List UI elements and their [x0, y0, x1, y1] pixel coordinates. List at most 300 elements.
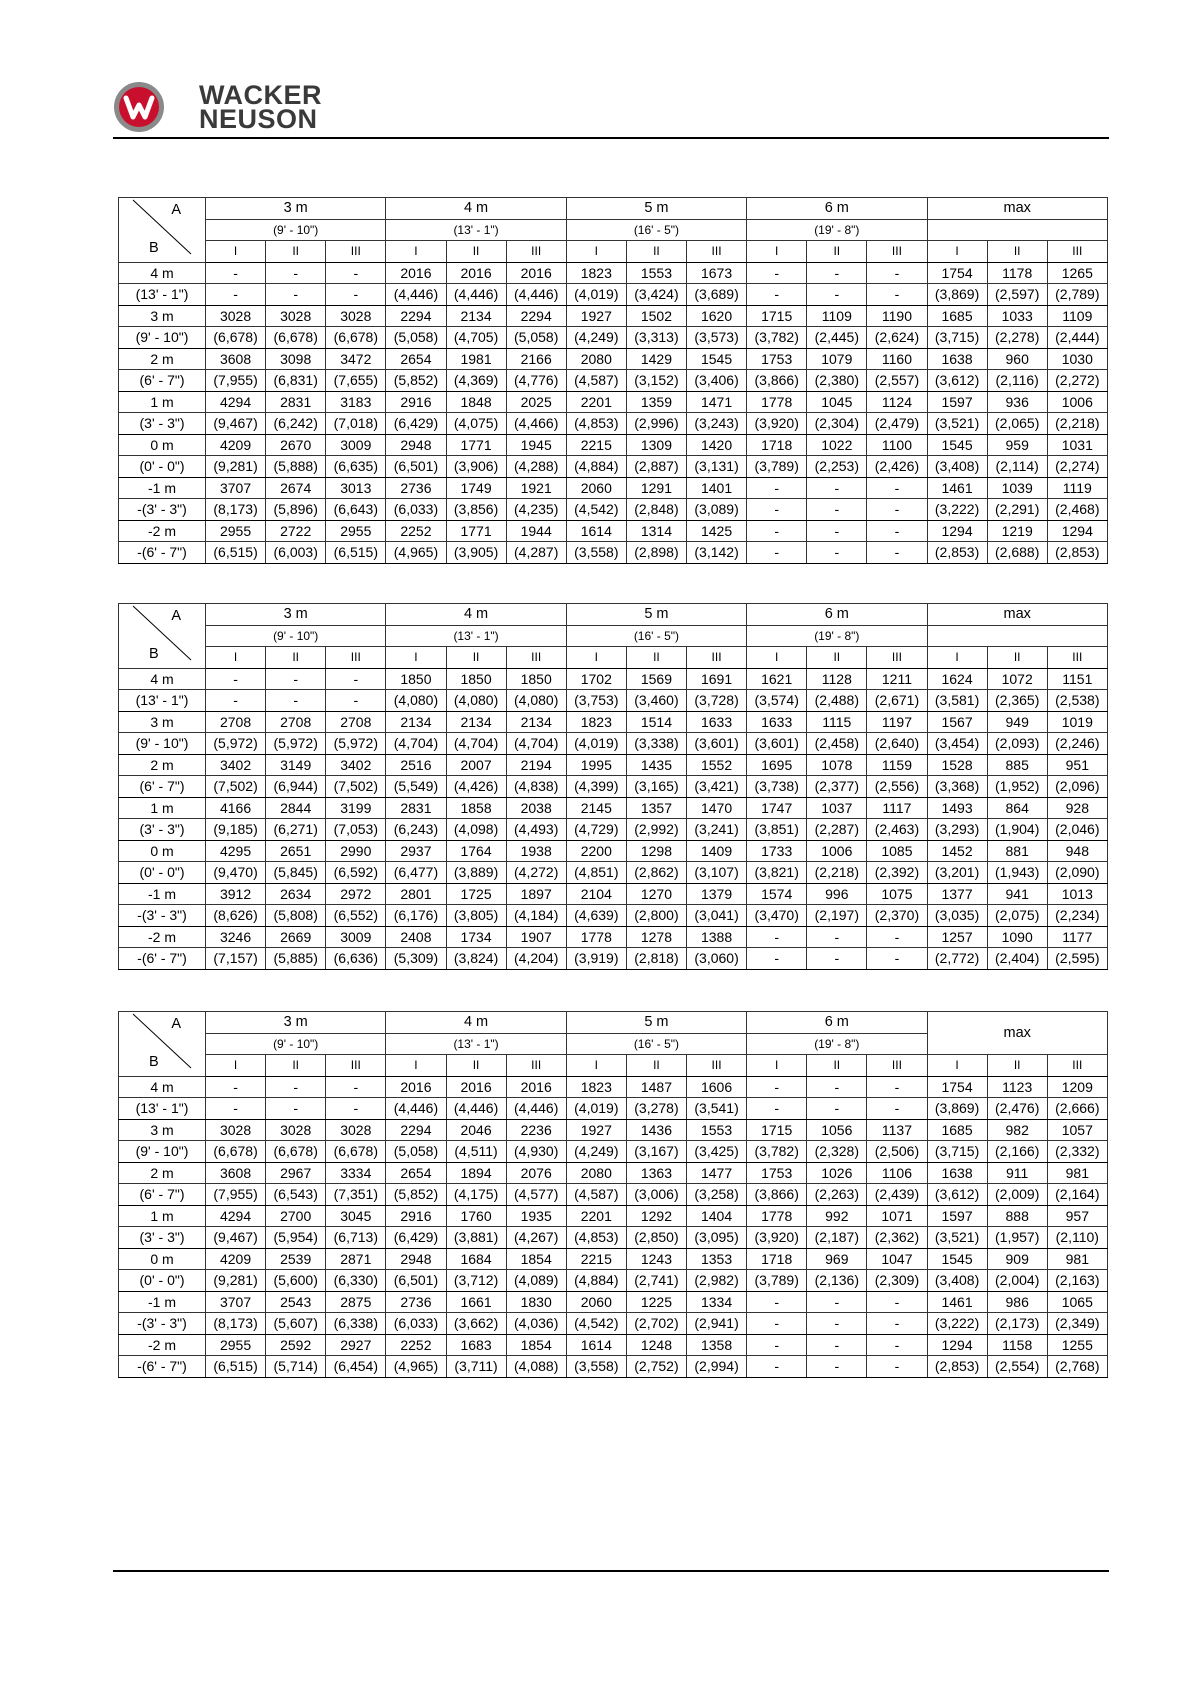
table-cell: (3,824)	[446, 948, 506, 970]
table-cell: (2,274)	[1047, 456, 1107, 478]
table-cell: 957	[1047, 1205, 1107, 1227]
table-cell: -	[326, 668, 386, 690]
corner-cell	[119, 1012, 206, 1077]
table-cell: (3,041)	[687, 905, 747, 927]
table-cell: 981	[1047, 1162, 1107, 1184]
table-cell: 864	[987, 797, 1047, 819]
table-cell: 1927	[566, 1119, 626, 1141]
table-cell: (7,053)	[326, 819, 386, 841]
table-cell: (3,406)	[687, 370, 747, 392]
table-cell: 1597	[927, 1205, 987, 1227]
row-label: 0 m	[119, 840, 206, 862]
table-cell: 1248	[626, 1334, 686, 1356]
table-cell: 1995	[566, 754, 626, 776]
table-row	[119, 1076, 1108, 1098]
table-cell: (4,075)	[446, 413, 506, 435]
table-cell: (3,715)	[927, 327, 987, 349]
table-cell: 1633	[747, 711, 807, 733]
table-cell: 3246	[206, 926, 266, 948]
brand-line2: NEUSON	[199, 104, 318, 134]
table-cell: (6,501)	[386, 1270, 446, 1292]
table-cell: 992	[807, 1205, 867, 1227]
brand-logo	[113, 80, 322, 134]
table-cell: (2,234)	[1047, 905, 1107, 927]
table-cell: 1100	[867, 434, 927, 456]
sub-header-cell: II	[626, 647, 686, 669]
row-label: -2 m	[119, 1334, 206, 1356]
table-cell: 3402	[206, 754, 266, 776]
row-label: (9' - 10")	[119, 1141, 206, 1163]
table-cell: (3,095)	[687, 1227, 747, 1249]
sub-header-cell: I	[927, 1055, 987, 1077]
table-cell: -	[206, 668, 266, 690]
header-row-feet	[119, 219, 1108, 241]
table-cell: -	[867, 1098, 927, 1120]
table-cell: (2,862)	[626, 862, 686, 884]
table-cell: 1033	[987, 305, 1047, 327]
lift-capacity-table-2	[118, 603, 1108, 970]
table-cell: -	[747, 926, 807, 948]
group-header-feet: (13' - 1")	[386, 219, 566, 241]
table-cell: 2294	[506, 305, 566, 327]
table-cell: (3,612)	[927, 370, 987, 392]
table-cell: 3472	[326, 348, 386, 370]
table-cell: 888	[987, 1205, 1047, 1227]
table-cell: (3,201)	[927, 862, 987, 884]
sub-header-cell: III	[687, 241, 747, 263]
table-cell: (6,515)	[206, 542, 266, 564]
row-label: (3' - 3")	[119, 819, 206, 841]
table-cell: (2,075)	[987, 905, 1047, 927]
table-cell: (4,577)	[506, 1184, 566, 1206]
row-label: -1 m	[119, 883, 206, 905]
group-header-meters: 6 m	[747, 604, 927, 626]
table-cell: (3,541)	[687, 1098, 747, 1120]
table-row	[119, 862, 1108, 884]
row-label: 3 m	[119, 711, 206, 733]
table-cell: 1685	[927, 1119, 987, 1141]
table-cell: 1006	[807, 840, 867, 862]
table-cell: -	[807, 1334, 867, 1356]
table-cell: (4,235)	[506, 499, 566, 521]
table-cell: 2875	[326, 1291, 386, 1313]
table-cell: (6,678)	[206, 327, 266, 349]
table-cell: 3028	[326, 305, 386, 327]
corner-label-b: B	[149, 645, 159, 662]
table-cell: 1294	[927, 1334, 987, 1356]
table-cell: (2,789)	[1047, 284, 1107, 306]
sub-header-cell: I	[927, 241, 987, 263]
table-cell: 1567	[927, 711, 987, 733]
table-cell: 1292	[626, 1205, 686, 1227]
table-cell: -	[807, 1098, 867, 1120]
sub-header-cell: III	[1047, 647, 1107, 669]
table-row	[119, 456, 1108, 478]
table-cell: (2,365)	[987, 690, 1047, 712]
row-label: 1 m	[119, 391, 206, 413]
group-header-meters: 6 m	[747, 198, 927, 220]
table-cell: (2,468)	[1047, 499, 1107, 521]
table-cell: 1309	[626, 434, 686, 456]
table-cell: 2736	[386, 1291, 446, 1313]
table-cell: (4,088)	[506, 1356, 566, 1378]
table-cell: (3,601)	[687, 733, 747, 755]
table-cell: (3,167)	[626, 1141, 686, 1163]
table-cell: 3028	[266, 1119, 326, 1141]
table-cell: -	[807, 542, 867, 564]
sub-header-cell: II	[987, 647, 1047, 669]
sub-header-cell: I	[386, 1055, 446, 1077]
table-cell: (6,454)	[326, 1356, 386, 1378]
table-cell: (3,293)	[927, 819, 987, 841]
sub-header-cell: III	[1047, 241, 1107, 263]
table-cell: 3149	[266, 754, 326, 776]
table-cell: (4,080)	[446, 690, 506, 712]
table-cell: 1938	[506, 840, 566, 862]
table-cell: (3,165)	[626, 776, 686, 798]
table-cell: 1921	[506, 477, 566, 499]
table-row	[119, 1184, 1108, 1206]
table-cell: 1257	[927, 926, 987, 948]
table-cell: (3,920)	[747, 413, 807, 435]
table-cell: 1702	[566, 668, 626, 690]
table-cell: (3,738)	[747, 776, 807, 798]
sub-header-cell: II	[987, 241, 1047, 263]
table-cell: (2,187)	[807, 1227, 867, 1249]
table-cell: 1334	[687, 1291, 747, 1313]
table-cell: 1606	[687, 1076, 747, 1098]
table-cell: 2236	[506, 1119, 566, 1141]
sub-header-cell: III	[506, 241, 566, 263]
corner-label-a: A	[171, 1016, 181, 1032]
table-row	[119, 370, 1108, 392]
table-cell: 1715	[747, 1119, 807, 1141]
sub-header-cell: I	[206, 647, 266, 669]
table-cell: 1850	[386, 668, 446, 690]
table-cell: 1981	[446, 348, 506, 370]
sub-header-cell: III	[506, 1055, 566, 1077]
table-cell: (2,096)	[1047, 776, 1107, 798]
table-row	[119, 1119, 1108, 1141]
table-cell: 2916	[386, 1205, 446, 1227]
table-cell: (3,278)	[626, 1098, 686, 1120]
table-cell: 1294	[927, 520, 987, 542]
table-cell: (3,408)	[927, 456, 987, 478]
table-cell: (2,752)	[626, 1356, 686, 1378]
table-cell: (3,782)	[747, 1141, 807, 1163]
table-cell: (2,506)	[867, 1141, 927, 1163]
table-cell: 1452	[927, 840, 987, 862]
table-cell: 1197	[867, 711, 927, 733]
table-cell: (2,702)	[626, 1313, 686, 1335]
table-row	[119, 1270, 1108, 1292]
table-cell: (2,304)	[807, 413, 867, 435]
table-cell: 1945	[506, 434, 566, 456]
table-cell: 1754	[927, 262, 987, 284]
table-cell: 1621	[747, 668, 807, 690]
table-cell: 1685	[927, 305, 987, 327]
row-label: -(3' - 3")	[119, 905, 206, 927]
corner-diagonal-line	[119, 1012, 206, 1074]
table-cell: (3,152)	[626, 370, 686, 392]
table-cell: (2,666)	[1047, 1098, 1107, 1120]
table-row	[119, 690, 1108, 712]
table-cell: (5,309)	[386, 948, 446, 970]
table-cell: (2,992)	[626, 819, 686, 841]
sub-header-cell: II	[807, 1055, 867, 1077]
table-cell: 2201	[566, 1205, 626, 1227]
table-cell: (2,136)	[807, 1270, 867, 1292]
table-cell: 1718	[747, 434, 807, 456]
group-header-meters: 5 m	[566, 198, 746, 220]
table-cell: 1039	[987, 477, 1047, 499]
table-cell: (4,639)	[566, 905, 626, 927]
table-cell: (2,458)	[807, 733, 867, 755]
table-cell: -	[747, 1334, 807, 1356]
table-cell: 1117	[867, 797, 927, 819]
table-cell: 1359	[626, 391, 686, 413]
row-label: -2 m	[119, 926, 206, 948]
table-cell: (2,362)	[867, 1227, 927, 1249]
group-header-feet	[927, 625, 1107, 647]
table-cell: 941	[987, 883, 1047, 905]
table-cell: 936	[987, 391, 1047, 413]
table-cell: 960	[987, 348, 1047, 370]
table-cell: -	[747, 542, 807, 564]
table-cell: 1894	[446, 1162, 506, 1184]
table-cell: 1858	[446, 797, 506, 819]
table-cell: 2948	[386, 434, 446, 456]
table-cell: (4,729)	[566, 819, 626, 841]
sub-header-cell: III	[867, 647, 927, 669]
table-cell: -	[747, 284, 807, 306]
table-cell: 2543	[266, 1291, 326, 1313]
table-cell: (4,930)	[506, 1141, 566, 1163]
table-cell: (2,476)	[987, 1098, 1047, 1120]
table-cell: (5,058)	[506, 327, 566, 349]
table-cell: -	[867, 926, 927, 948]
table-cell: 1119	[1047, 477, 1107, 499]
table-cell: -	[807, 499, 867, 521]
table-cell: 3028	[206, 305, 266, 327]
table-cell: 1461	[927, 477, 987, 499]
table-cell: 2166	[506, 348, 566, 370]
table-cell: 3009	[326, 434, 386, 456]
table-cell: 3098	[266, 348, 326, 370]
table-cell: -	[266, 690, 326, 712]
table-cell: (4,080)	[386, 690, 446, 712]
table-cell: 986	[987, 1291, 1047, 1313]
table-cell: (2,671)	[867, 690, 927, 712]
table-cell: -	[206, 1098, 266, 1120]
table-cell: 1358	[687, 1334, 747, 1356]
row-label: 3 m	[119, 1119, 206, 1141]
table-cell: 1159	[867, 754, 927, 776]
table-row	[119, 776, 1108, 798]
table-cell: -	[807, 1076, 867, 1098]
table-cell: (3,243)	[687, 413, 747, 435]
table-cell: 1725	[446, 883, 506, 905]
table-row	[119, 305, 1108, 327]
sub-header-cell: II	[266, 1055, 326, 1077]
table-cell: 2937	[386, 840, 446, 862]
table-cell: (2,377)	[807, 776, 867, 798]
table-cell: (4,287)	[506, 542, 566, 564]
row-label: 2 m	[119, 1162, 206, 1184]
table-cell: (2,741)	[626, 1270, 686, 1292]
table-cell: 1219	[987, 520, 1047, 542]
table-cell: 1545	[927, 1248, 987, 1270]
header-row-sub	[119, 1055, 1108, 1077]
header-row-feet	[119, 625, 1108, 647]
table-cell: (2,818)	[626, 948, 686, 970]
table-cell: 1715	[747, 305, 807, 327]
table-cell: (2,597)	[987, 284, 1047, 306]
table-cell: 2967	[266, 1162, 326, 1184]
table-cell: 1006	[1047, 391, 1107, 413]
table-cell: 1409	[687, 840, 747, 862]
table-cell: -	[326, 1098, 386, 1120]
table-cell: 1753	[747, 348, 807, 370]
table-cell: 1278	[626, 926, 686, 948]
table-cell: (2,898)	[626, 542, 686, 564]
table-cell: (3,424)	[626, 284, 686, 306]
table-cell: (7,655)	[326, 370, 386, 392]
table-cell: 1314	[626, 520, 686, 542]
table-cell: (2,800)	[626, 905, 686, 927]
table-cell: (4,965)	[386, 542, 446, 564]
table-cell: (6,552)	[326, 905, 386, 927]
table-cell: 1545	[687, 348, 747, 370]
table-cell: (2,887)	[626, 456, 686, 478]
table-cell: -	[867, 1076, 927, 1098]
table-cell: -	[867, 1334, 927, 1356]
table-cell: (3,581)	[927, 690, 987, 712]
table-row	[119, 542, 1108, 564]
sub-header-cell: II	[446, 647, 506, 669]
table-cell: (3,574)	[747, 690, 807, 712]
table-cell: 3009	[326, 926, 386, 948]
sub-header-cell: II	[266, 241, 326, 263]
table-row	[119, 434, 1108, 456]
table-cell: (4,204)	[506, 948, 566, 970]
table-cell: -	[266, 1098, 326, 1120]
table-row	[119, 1248, 1108, 1270]
row-label: (6' - 7")	[119, 776, 206, 798]
table-cell: 2651	[266, 840, 326, 862]
table-cell: 1620	[687, 305, 747, 327]
table-cell: (4,705)	[446, 327, 506, 349]
table-cell: 3608	[206, 1162, 266, 1184]
table-cell: 3608	[206, 348, 266, 370]
table-cell: (7,502)	[326, 776, 386, 798]
table-cell: 1502	[626, 305, 686, 327]
table-row	[119, 1162, 1108, 1184]
table-cell: (4,446)	[386, 284, 446, 306]
table-cell: 3045	[326, 1205, 386, 1227]
corner-diagonal-line	[119, 198, 206, 260]
table-cell: (4,884)	[566, 456, 626, 478]
table-cell: 1493	[927, 797, 987, 819]
sub-header-cell: I	[386, 647, 446, 669]
table-cell: (2,309)	[867, 1270, 927, 1292]
row-label: -1 m	[119, 477, 206, 499]
table-cell: 1733	[747, 840, 807, 862]
table-cell: 1085	[867, 840, 927, 862]
table-cell: (3,313)	[626, 327, 686, 349]
table-cell: 1109	[807, 305, 867, 327]
row-label: (13' - 1")	[119, 1098, 206, 1120]
row-label: (3' - 3")	[119, 413, 206, 435]
table-cell: 1673	[687, 262, 747, 284]
table-cell: (6,592)	[326, 862, 386, 884]
table-row	[119, 327, 1108, 349]
table-cell: (4,446)	[446, 284, 506, 306]
table-row	[119, 668, 1108, 690]
table-cell: -	[807, 948, 867, 970]
table-cell: 4295	[206, 840, 266, 862]
row-label: (13' - 1")	[119, 690, 206, 712]
table-cell: (4,089)	[506, 1270, 566, 1292]
group-header-meters: 5 m	[566, 1012, 746, 1034]
table-cell: 1115	[807, 711, 867, 733]
table-cell: 1854	[506, 1248, 566, 1270]
table-cell: (2,218)	[1047, 413, 1107, 435]
table-cell: 2215	[566, 1248, 626, 1270]
table-cell: (4,511)	[446, 1141, 506, 1163]
table-cell: (2,046)	[1047, 819, 1107, 841]
header-row-meters	[119, 604, 1108, 626]
table-cell: (2,328)	[807, 1141, 867, 1163]
table-cell: (2,370)	[867, 905, 927, 927]
table-cell: 2016	[446, 262, 506, 284]
table-cell: 2634	[266, 883, 326, 905]
row-label: -(6' - 7")	[119, 542, 206, 564]
table-cell: (4,184)	[506, 905, 566, 927]
table-cell: (2,848)	[626, 499, 686, 521]
table-cell: 909	[987, 1248, 1047, 1270]
table-cell: (5,058)	[386, 327, 446, 349]
row-label: -(6' - 7")	[119, 1356, 206, 1378]
table-cell: (5,852)	[386, 370, 446, 392]
sub-header-cell: II	[446, 1055, 506, 1077]
table-cell: (4,965)	[386, 1356, 446, 1378]
table-cell: 1771	[446, 520, 506, 542]
table-cell: (3,338)	[626, 733, 686, 755]
table-cell: (2,850)	[626, 1227, 686, 1249]
table-row	[119, 348, 1108, 370]
table-cell: (2,272)	[1047, 370, 1107, 392]
table-cell: 2408	[386, 926, 446, 948]
table-row	[119, 262, 1108, 284]
table-cell: (4,272)	[506, 862, 566, 884]
table-cell: 1388	[687, 926, 747, 948]
table-cell: 4209	[206, 434, 266, 456]
table-cell: 2104	[566, 883, 626, 905]
row-label: 2 m	[119, 348, 206, 370]
table-cell: (3,573)	[687, 327, 747, 349]
table-cell: (2,853)	[927, 1356, 987, 1378]
table-cell: (7,018)	[326, 413, 386, 435]
table-cell: -	[807, 477, 867, 499]
table-cell: (4,399)	[566, 776, 626, 798]
table-cell: (6,033)	[386, 499, 446, 521]
table-cell: (2,444)	[1047, 327, 1107, 349]
sub-header-cell: I	[747, 1055, 807, 1077]
table-cell: 2831	[266, 391, 326, 413]
table-cell: (2,166)	[987, 1141, 1047, 1163]
table-cell: (3,131)	[687, 456, 747, 478]
